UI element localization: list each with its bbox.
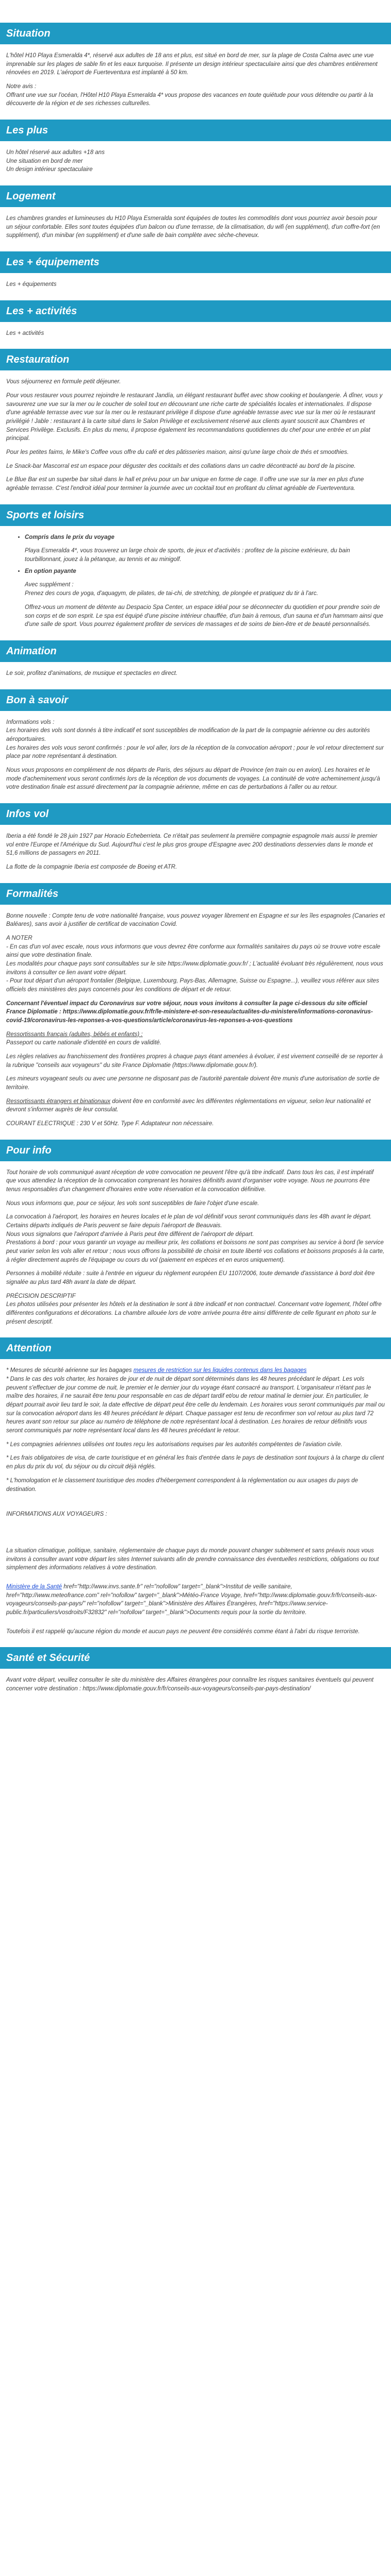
- section-bon-a-savoir: [0, 689, 391, 792]
- situation-note-label: Notre avis :: [6, 83, 37, 90]
- pour-info-text: Tout horaire de vols communiqué avant réception de votre convocation ne peuvent l'être qu'à titre indicatif. Dans tous les cas, il est impératif que vous attendiez la réception de la convocation comprenant les horaires définitifs avant d'organiser votre voyage. Nous ne pourrons être tenus responsables d'un changement d'horaires entre votre réservation et la convocation définitive.: [6, 1169, 374, 1193]
- savoir-text: Nous vous proposons en complément de nos départs de Paris, des séjours au départ de Province (en train ou en avion). Les horaires et le mode d'acheminement vous seront confirmés lors de la réception de vos documents de voyages. La continuité de votre acheminement jusqu'à votre destination finale est assuré directement par la compagnie aérienne, même en cas de perturbations à l'aller ou au retour.: [6, 767, 380, 791]
- pour-info-label: PRÉCISION DESCRIPTIF: [6, 1293, 76, 1299]
- section-content-plus-equipements: [0, 280, 391, 289]
- section-logement: [0, 185, 391, 240]
- section-content-situation: [0, 52, 391, 108]
- attention-text: [6, 1583, 385, 1617]
- formalites-text: Bonne nouvelle : Compte tenu de votre nationalité française, vous pouvez voyager librement en Espagne et sur les îles espagnoles (Canaries et Baléares), sans avoir à justifier de certificat de vaccination Covid.: [6, 912, 385, 928]
- plus-item: Une situation en bord de mer: [6, 158, 83, 164]
- restauration-paragraph: Vous séjournerez en formule petit déjeuner.: [6, 379, 121, 385]
- section-title-formalites: Formalités: [0, 883, 391, 905]
- section-content-pour-info: [0, 1168, 391, 1327]
- plus-item: Un hôtel réservé aux adultes +18 ans: [6, 149, 105, 156]
- pour-info-text: Les photos utilisées pour présenter les hôtels et la destination le sont à titre indicatif et non contractuel. Concernant votre logement, l'hôtel offre différentes configurations et décorations. La chambre allouée lors de votre arrivée pourra être ainsi différente de celle figurant en photo sur le présent descriptif.: [6, 1301, 382, 1325]
- section-title-sante: Santé et Sécurité: [0, 1647, 391, 1669]
- sports-item-label: Compris dans le prix du voyage: [25, 534, 115, 540]
- sports-list: [6, 533, 385, 629]
- logement-paragraph: Les chambres grandes et lumineuses du H10 Playa Esmeralda sont équipées de toutes les commodités dont vous pourriez avoir besoin pour un séjour confortable. Elles sont toutes équipées d'un balcon ou d'une terrasse, de la climatisation, du wifi (en supplément), d'un coffre-fort (en supplément), d'un minibar (en supplément) et d'une salle de bain complète avec sèche-cheveux.: [6, 215, 380, 239]
- section-restauration: [0, 349, 391, 493]
- sports-item-label: En option payante: [25, 568, 76, 574]
- sports-list-item: [25, 533, 385, 564]
- section-title-logement: Logement: [0, 185, 391, 207]
- section-content-logement: [0, 214, 391, 240]
- attention-text: * L'homologation et le classement touristique des modes d'hébergement correspondent à la réglementation ou aux usages du pays de destination.: [6, 1477, 359, 1493]
- situation-note: Offrant une vue sur l'océan, l'Hôtel H10 Playa Esmeralda 4* vous propose des vacances en toute quiétude pour vous détendre ou partir à la découverte de la région et de ses richesses culturelles.: [6, 92, 373, 107]
- pour-info-text: Personnes à mobilité réduite : suite à l'entrée en vigueur du règlement européen EU 1107/2006, toute demande d'assistance à bord doit être signalée au plus tard 48h avant la date de départ.: [6, 1270, 375, 1286]
- formalites-text: Passeport ou carte nationale d'identité en cours de validité.: [6, 1040, 161, 1046]
- section-sports: [0, 504, 391, 629]
- restauration-paragraph: Le Blue Bar est un superbe bar situé dans le hall et prévu pour un bar unique en forme de cage. Il offre une vue sur la mer en plus d'une agréable terrasse. C'est l'endroit idéal pour terminer la journée avec un cocktail tout en profitant du climat agréable de Fuerteventura.: [6, 477, 364, 492]
- section-plus-activites: [0, 300, 391, 338]
- formalites-label: Ressortissants français (adultes, bébés et enfants) :: [6, 1031, 143, 1038]
- section-content-animation: [0, 669, 391, 678]
- attention-text: * Dans le cas des vols charter, les horaires de jour et de nuit de départ sont déterminés dans les 48 heures précédant le départ. Les vols peuvent s'effectuer de jour comme de nuit, le premier et le dernier jour du voyage étant consacré au transport. L'organisateur n'étant pas le maître des horaires, il ne saurait être tenu pour responsable en cas de départ tardif et/ou de retour matinal le dernier jour. En particulier, le départ pourrait avoir lieu tard le soir, la date effective de départ peut être celle du lendemain. Les horaires vous seront communiqués par mail ou sur la convocation aéroport dans les 48 heures précédant le départ. Chaque passager est tenu de reconfirmer son vol retour au plus tard 72 heures avant son retour sur place au numéro de téléphone de notre représentant local à destination. Les horaires de retour définitifs vous seront communiqués par notre représentant local dans les 48 heures précédant le retour.: [6, 1376, 385, 1434]
- section-pour-info: [0, 1140, 391, 1327]
- plus-equipements-text: Les + équipements: [6, 281, 57, 288]
- section-sante: [0, 1647, 391, 1693]
- infos-vol-text: La flotte de la compagnie Iberia est composée de Boeing et ATR.: [6, 863, 177, 870]
- section-title-situation: Situation: [0, 23, 391, 44]
- attention-text: * Les frais obligatoires de visa, de carte touristique et en général les frais d'entrée dans le pays de destination sont toujours à la charge du client en plus du prix du vol, du séjour ou du circuit déjà réglés.: [6, 1455, 384, 1470]
- section-title-infos-vol: Infos vol: [0, 803, 391, 825]
- section-plus-equipements: [0, 251, 391, 289]
- formalites-text: [6, 1097, 385, 1114]
- section-content-plus-activites: [0, 329, 391, 338]
- formalites-coronavirus: Concernant l'éventuel impact du Coronavirus sur votre séjour, nous vous invitons à consulter la page ci-dessous du site officiel France Diplomatie : https://www.diplomatie.gouv.fr/fr/le-ministere-et-son-reseau/actualites-du-ministere/informations-coronavirus-covid-19/coronavirus-les-reponses-a-vos-questions/article/coronavirus-les-reponses-a-vos-questions: [6, 1000, 373, 1024]
- section-title-plus-activites: Les + activités: [0, 300, 391, 322]
- section-infos-vol: [0, 803, 391, 872]
- savoir-label: Informations vols :: [6, 719, 55, 725]
- restauration-paragraph: Pour les petites faims, le Mike's Coffee vous offre du café et des pâtisseries maison, ainsi qu'une large choix de thés et smoothies.: [6, 449, 349, 456]
- formalites-label: A NOTER: [6, 935, 32, 941]
- section-title-restauration: Restauration: [0, 349, 391, 370]
- section-content-sports: [0, 533, 391, 629]
- formalites-text: COURANT ELECTRIQUE : 230 V et 50Hz. Type F. Adaptateur non nécessaire.: [6, 1121, 214, 1127]
- restauration-paragraph: Le Snack-bar Mascorral est un espace pour déguster des cocktails et des collations dans un cadre décontracté au bord de la piscine.: [6, 463, 356, 469]
- sports-item-text: Offrez-vous un moment de détente au Despacio Spa Center, un espace idéal pour se déconnecter du quotidien et pour prendre soin de son corps et de son esprit. Le spa est équipé d'une piscine intérieur chauffée, d'un bain à remous, d'un sauna et d'un hammam ainsi que d'une salle de sport. Vous pourrez également profiter de services de massages et de soins de bien-être et de beauté personnalisés.: [25, 604, 383, 628]
- sports-item-text: Playa Esmeralda 4*, vous trouverez un large choix de sports, de jeux et d'activités : profitez de la piscine extérieure, du bain tourbillonnant, jouez à la pétanque, au tennis et au minigolf.: [25, 548, 350, 563]
- attention-text: Toutefois il est rappelé qu'aucune région du monde et aucun pays ne peuvent être considérés comme étant à l'abri du risque terroriste.: [6, 1628, 360, 1635]
- section-title-attention: Attention: [0, 1337, 391, 1359]
- sports-item-sublabel: Avec supplément :: [25, 582, 74, 588]
- section-title-animation: Animation: [0, 640, 391, 662]
- sante-text: Avant votre départ, veuillez consulter le site du ministère des Affaires étrangères pour connaître les risques sanitaires éventuels qui peuvent concerner votre destination : https://www.diplomatie.gouv.fr/fr/conseils-aux-voyageurs/conseils-par-pays-destination/: [6, 1677, 374, 1692]
- savoir-text: Les horaires des vols vous seront confirmés : pour le vol aller, lors de la réception de la convocation aéroport ; pour le vol retour directement sur place par notre représentant à destination.: [6, 744, 384, 760]
- formalites-text: Les mineurs voyageant seuls ou avec une personne ne disposant pas de l'autorité parentale doivent être munis d'une autorisation de sortie de territoire.: [6, 1076, 380, 1091]
- section-content-plus: [0, 148, 391, 174]
- sports-item-text: Prenez des cours de yoga, d'aquagym, de pilates, de tai-chi, de stretching, de plongée et pratiquez du tir à l'arc.: [25, 590, 318, 597]
- formalites-text: - Pour tout départ d'un aéroport frontalier (Belgique, Luxembourg, Pays-Bas, Allemagne, Suisse ou Espagne...), veuillez vous référer aux sites officiels des ministères des pays concernés pour les conditions de départ et de retour.: [6, 978, 379, 993]
- section-animation: [0, 640, 391, 678]
- attention-text: La situation climatique, politique, sanitaire, réglementaire de chaque pays du monde pouvant changer subitement et sans préavis nous vous invitons à consulter avant votre départ les sites Internet suivants afin de prendre connaissance des éventuelles restrictions, obligations ou tout simplement des informations relatives à votre destination.: [6, 1547, 379, 1571]
- animation-text: Le soir, profitez d'animations, de musique et spectacles en direct.: [6, 670, 178, 676]
- plus-item: Un design intérieur spectaculaire: [6, 166, 93, 173]
- section-title-sports: Sports et loisirs: [0, 504, 391, 526]
- section-content-infos-vol: [0, 832, 391, 872]
- formalites-text: doivent être en conformité avec les différentes réglementations en vigueur, selon leur nationalité et devront s'informer auprès de leur consulat.: [6, 1098, 371, 1113]
- attention-text: * Les compagnies aériennes utilisées ont toutes reçu les autorisations requises par les autorités compétentes de l'aviation civile.: [6, 1441, 343, 1448]
- situation-paragraph: L'hôtel H10 Playa Esmeralda 4*, réservé aux adultes de 18 ans et plus, est situé en bord de mer, sur la plage de Costa Calma avec une vue imprenable sur les plages de sable fin et les eaux turquoise. Il présente un design intérieur spectaculaire ainsi que des chambres entièrement rénovées en 2019. L'aéroport de Fuerteventura est implanté à 50 km.: [6, 53, 378, 76]
- section-content-restauration: [0, 378, 391, 493]
- attention-text: [6, 1366, 385, 1375]
- attention-links-text: href="http://www.invs.sante.fr" rel="nofollow" target="_blank">Institut de veille sanitaire, href="http://www.meteofrance.com" rel="nofollow" target="_blank">Météo-France Voyage, href="http://www.diplomatie.gouv.fr/fr/conseils-aux-voyageurs/conseils-par-pays/" rel="nofollow" target="_blank">Ministère des Affaires Étrangères, href="https://www.service-public.fr/particuliers/vosdroits/F32832" rel="nofollow" target="_blank">Documents requis pour la sortie du territoire.: [6, 1583, 377, 1616]
- restriction-liquides-link[interactable]: mesures de restriction sur les liquides contenus dans les bagages: [133, 1367, 307, 1374]
- formalites-text: Les règles relatives au franchissement des frontières propres à chaque pays étant amenées à évoluer, il est vivement conseillé de se reporter à la rubrique "conseils aux voyageurs" du site France Diplomatie (https://www.diplomatie.gouv.fr/).: [6, 1053, 383, 1069]
- section-attention: [0, 1337, 391, 1636]
- pour-info-text: Certains départs indiqués de Paris peuvent se faire depuis l'aéroport de Beauvais.: [6, 1223, 222, 1229]
- section-content-attention: [0, 1366, 391, 1636]
- attention-prefix: * Mesures de sécurité aérienne sur les bagages: [6, 1367, 132, 1374]
- section-situation: [0, 23, 391, 108]
- infos-vol-text: Iberia a été fondé le 28 juin 1927 par Horacio Echeberrieta. Ce n'était pas seulement la première compagnie espagnole mais aussi le premier vol entre l'Europe et l'Amérique du Sud. Aujourd'hui c'est le plus gros groupe d'Espagne avec 200 destinations desservies dans le monde et 51,6 millions de passagers en 2011.: [6, 833, 378, 857]
- attention-label: INFORMATIONS AUX VOYAGEURS :: [6, 1511, 107, 1518]
- section-title-plus-equipements: Les + équipements: [0, 251, 391, 273]
- section-content-bon-a-savoir: [0, 718, 391, 792]
- section-content-formalites: [0, 912, 391, 1128]
- pour-info-text: La convocation à l'aéroport, les horaires en heures locales et le plan de vol définitif vous seront communiqués dans les 48h avant le départ.: [6, 1214, 372, 1221]
- section-content-sante: [0, 1676, 391, 1693]
- section-title-bon-a-savoir: Bon à savoir: [0, 689, 391, 711]
- pour-info-text: Nous vous signalons que l'aéroport d'arrivée à Paris peut être différent de l'aéroport de départ.: [6, 1231, 254, 1238]
- formalites-text: Les modalités pour chaque pays sont consultables sur le site https://www.diplomatie.gouv.fr/ ; L'actualité évoluant très régulièrement, nous vous invitons à consulter ce lien avant votre départ.: [6, 960, 383, 976]
- ministere-sante-link[interactable]: Ministère de la Santé: [6, 1583, 62, 1590]
- restauration-paragraph: Pour vous restaurer vous pourrez rejoindre le restaurant Jandía, un élégant restaurant buffet avec show cooking et boulangerie. À dîner, vous y savourerez une vue sur la mer ou le coucher de soleil tout en découvrant une riche carte de spécialités locales et internationales. Il dispose d'une agréable terrasse avec vue sur la mer ou le restaurant privilège Il dispose d'une agréable terrasse avec vue sur la mer où le restaurant privilégié ! Jable : restaurant à la carte situé dans le Salon Privilège et exclusivement réservé aux clients ayant souscrit aux Chambres et Services Privilège. Exclusifs. En plus du menu, il propose également les recommandations quotidiennes du chef pour une entrée et un plat principal.: [6, 393, 383, 442]
- section-title-pour-info: Pour info: [0, 1140, 391, 1161]
- formalites-label: Ressortissants étrangers et binationaux: [6, 1098, 110, 1105]
- plus-activites-text: Les + activités: [6, 330, 44, 336]
- section-formalites: [0, 883, 391, 1128]
- savoir-text: Les horaires des vols sont donnés à titre indicatif et sont susceptibles de modification de la part de la compagnie aérienne ou des autorités aéroportuaires.: [6, 727, 370, 742]
- sports-list-item: [25, 567, 385, 629]
- section-title-plus: Les plus: [0, 120, 391, 141]
- section-plus: [0, 120, 391, 174]
- formalites-text: - En cas d'un vol avec escale, nous vous informons que vous devrez être conforme aux formalités sanitaires du pays où se trouve votre escale ainsi que votre destination finale.: [6, 943, 381, 959]
- pour-info-text: Prestations à bord : pour vous garantir un voyage au meilleur prix, les collations et boissons ne sont pas comprises au service à bord (le service peut varier selon les vols aller et retour ; nous vous offrons la possibilité de choisir en toute liberté vos collations et boissons proposés à la carte, à régler directement auprès de l'équipage ou cours du vol (paiement en espèces et en euros uniquement).: [6, 1240, 385, 1263]
- pour-info-text: Nous vous informons que, pour ce séjour, les vols sont susceptibles de faire l'objet d'une escale.: [6, 1200, 259, 1207]
